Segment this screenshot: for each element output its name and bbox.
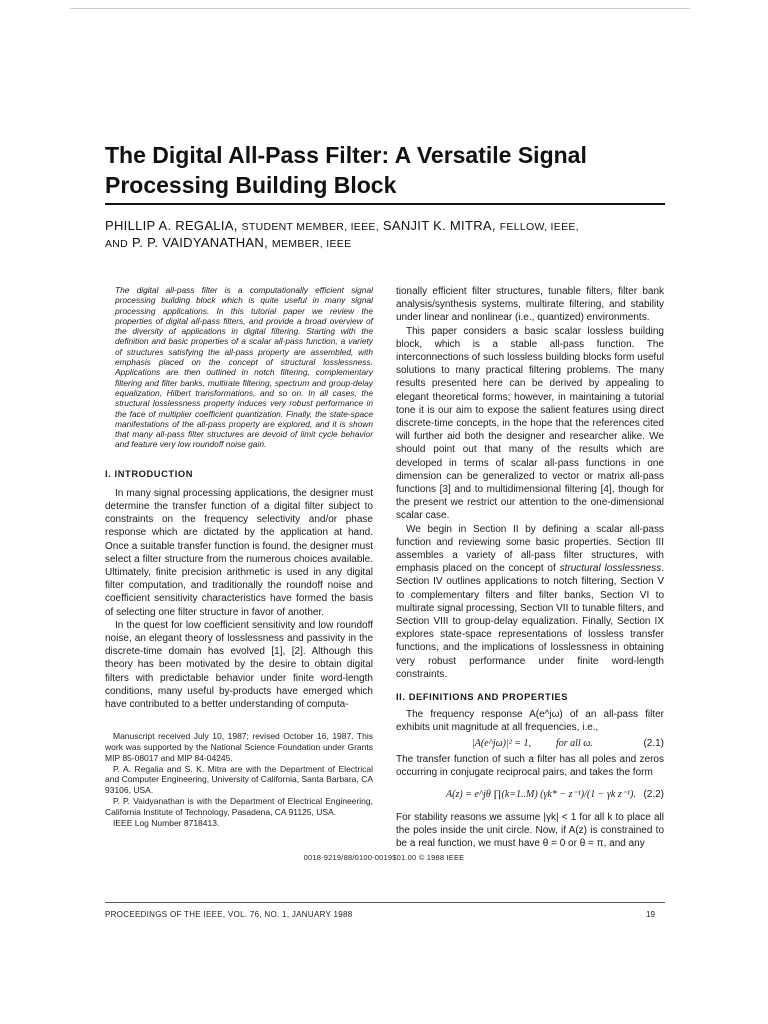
footnote-affiliation-ucsb: P. A. Regalia and S. K. Mitra are with the Department of Electrical and Computer Engineering, University of California, Santa Barbara, CA 93106, USA. (105, 763, 373, 796)
footnote-affiliation-caltech: P. P. Vaidyanathan is with the Department of Electrical Engineering, California Institute of Technology, Pasadena, CA 91125, USA. (105, 795, 373, 817)
author-name: P. P. VAIDYANATHAN, (132, 235, 268, 250)
intro-paragraph-4 (396, 523, 664, 681)
equation-expression: |A(e^jω)|² = 1, (472, 737, 532, 749)
abstract: The digital all-pass filter is a computationally efficient signal processing building block which is quite useful in many signal processing applications. In this tutorial paper we review the properties of digital all-pass filters, and provide a broad overview of the diversity of applications in digital filtering. Starting with the definition and basic properties of a scalar all-pass function, a variety of structures satisfying the all-pass property are assembled, with emphasis placed on the concept of structural losslessness. Applications are then outlined in notch filtering, complementary filtering and filter banks, multirate filtering, spectrum and group-delay equalization, Hilbert transformations, and so on. In all cases, the structural losslessness property induces very robust performance in the face of multiplier coefficient quantization. Finally, the state-space manifestations of the all-pass property are explored, and it is shown that many all-pass filter structures are devoid of limit cycle behavior and feature very low roundoff noise gain. (115, 285, 373, 450)
author-affiliation: MEMBER, IEEE (271, 238, 352, 250)
section-heading-definitions: II. DEFINITIONS AND PROPERTIES (396, 692, 569, 703)
author-affiliation: FELLOW, IEEE, (499, 221, 579, 233)
journal-citation: PROCEEDINGS OF THE IEEE, VOL. 76, NO. 1, JANUARY 1988 (105, 910, 353, 919)
equation-expression: A(z) = e^jθ ∏(k=1..M) (γk* − z⁻¹)/(1 − γk z⁻¹). (446, 788, 636, 800)
copyright-notice: 0018-9219/88/0100-0019$01.00 © 1988 IEEE (303, 853, 465, 862)
author-affiliation: STUDENT MEMBER, IEEE, (241, 221, 379, 233)
equation-2-1 (396, 735, 664, 753)
footnote-manuscript: Manuscript received July 10, 1987; revised October 16, 1987. This work was supported by the National Science Foundation under Grants MIP 85-08017 and MIP 84-04245. (105, 731, 373, 763)
top-edge-rule (70, 8, 690, 9)
footer-rule (105, 902, 665, 903)
right-column (396, 285, 664, 851)
author-name: SANJIT K. MITRA, (382, 218, 496, 233)
author-line (105, 218, 665, 252)
intro-p4-text-a: We begin in Section II by defining a scalar all-pass function and reviewing some basic properties. Section III assembles a variety of all-pass filter structures, with emphasis placed on the concept of (396, 523, 664, 575)
equation-condition: for all ω. (556, 737, 593, 749)
author-name: PHILLIP A. REGALIA, (105, 218, 238, 233)
section-heading-introduction: I. INTRODUCTION (105, 468, 194, 479)
definitions-paragraph-3: For stability reasons we assume |γk| < 1 for all k to place all the poles inside the unit circle. Now, if A(z) is constrained to be a real function, we must have θ = 0 or θ = π, and any (396, 811, 664, 850)
definitions-paragraph-2: The transfer function of such a filter has all poles and zeros occurring in conjugate reciprocal pairs, and takes the form (396, 753, 664, 778)
author-conjunction: AND (105, 238, 129, 250)
equation-number: (2.2) (643, 788, 664, 800)
left-column (105, 285, 373, 828)
intro-p4-text-b: . Section IV outlines applications to notch filtering, Section V to complementary filters and filter banks, Section VI to multirate signal processing, Section VII to tunable filters, and Section VIII to group-delay equalization. Finally, Section IX explores state-space representations of lossless transfer functions, and the implications of losslessness in obtaining very robust performance under finite word-length constraints. (396, 563, 665, 680)
intro-paragraph-2-continued: tionally efficient filter structures, tunable filters, filter bank analysis/synthesis systems, multirate filtering, and stability under linear and nonlinear (i.e., quantized) environments. (396, 286, 664, 324)
intro-paragraph-3: This paper considers a basic scalar lossless building block, which is a stable all-pass function. The interconnections of such lossless building blocks form useful solutions to many practical filtering problems. The many results presented here can be derived by appealing to elegant theoretical forms; however, in maintaining a tutorial tone it is our aim to expose the salient features using direct discrete-time concepts, in the hope that the references cited will further aid both the designer and researcher alike. We should point out that many of the results which are developed in terms of scalar all-pass functions in one dimension can be generalized to vector or matrix all-pass functions [3] and to multidimensional filtering [4], though for the present we restrict our attention to the one-dimensional scalar case. (396, 325, 664, 522)
equation-2-2 (396, 779, 664, 811)
paper-title: The Digital All-Pass Filter: A Versatile Signal Processing Building Block (105, 142, 587, 198)
definitions-paragraph-1: The frequency response A(e^jω) of an all-pass filter exhibits unit magnitude at all frequencies, i.e., (396, 709, 664, 734)
footnote-log-number: IEEE Log Number 8718413. (113, 817, 220, 828)
intro-p4-emphasis: structural losslessness (559, 563, 662, 575)
equation-number: (2.1) (643, 737, 664, 749)
page-number: 19 (646, 910, 655, 919)
title-rule (105, 203, 665, 205)
intro-paragraph-1: In many signal processing applications, the designer must determine the transfer function of a digital filter subject to constraints on the frequency selectivity and/or phase response which are dictated by the application at hand. Once a suitable transfer function is found, the designer must select a filter structure from the numerous choices available. Ultimately, finite precision arithmetic is used in any digital filter computation, and traditionally the roundoff noise and coefficient sensitivity characteristics have formed the basis of selecting one filter structure in favor of another. (105, 487, 373, 618)
footnotes (105, 731, 373, 828)
intro-paragraph-2: In the quest for low coefficient sensitivity and low roundoff noise, an elegant theory of losslessness and passivity in the discrete-time domain has evolved [1], [2]. Although this theory has been motivated by the desire to obtain digital filters with predictable behavior under finite word-length conditions, many useful by-products have emerged which have contributed to a better understanding of computa- (105, 619, 373, 710)
